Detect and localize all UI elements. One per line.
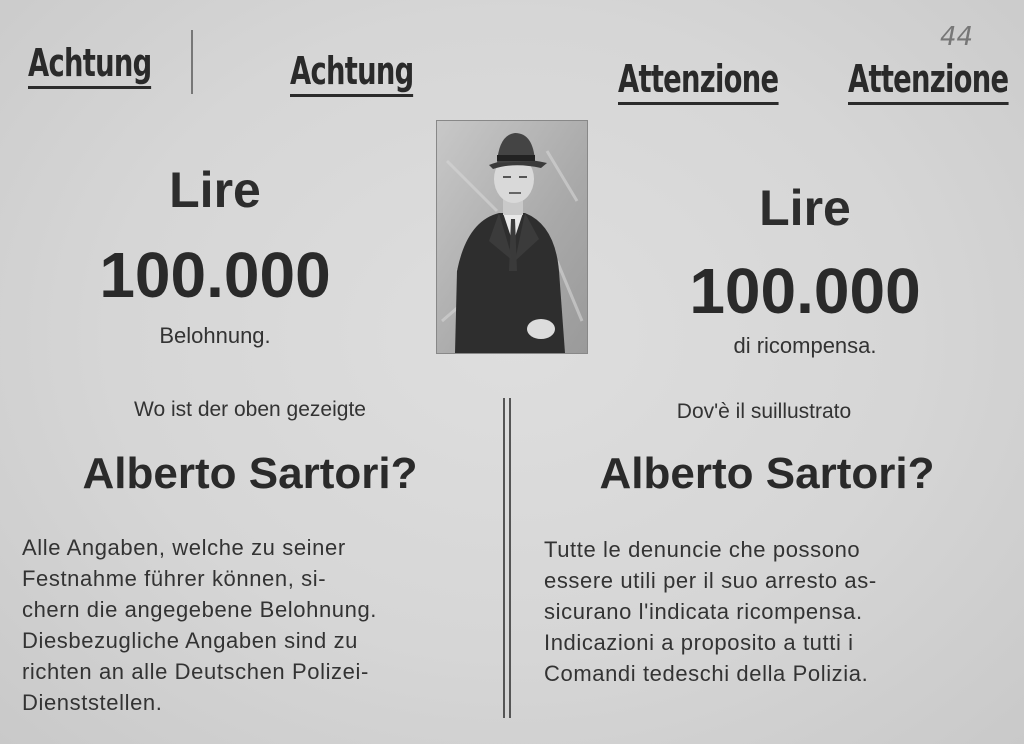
italian-currency: Lire bbox=[759, 180, 851, 236]
german-body-line: Diesbezugliche Angaben sind zu bbox=[22, 628, 359, 653]
header-attenzione-2: Attenzione bbox=[848, 56, 1008, 105]
german-name: Alberto Sartori? bbox=[82, 449, 418, 498]
german-body-line: Dienststellen. bbox=[22, 690, 163, 715]
suspect-photo bbox=[436, 120, 588, 354]
italian-amount: 100.000 bbox=[689, 255, 921, 327]
italian-body-line: Indicazioni a proposito a tutti i bbox=[544, 630, 854, 655]
portrait-image bbox=[437, 121, 587, 353]
german-body bbox=[22, 532, 474, 718]
italian-body-line: sicurano l'indicata ricompensa. bbox=[544, 599, 863, 624]
header-divider bbox=[191, 30, 193, 94]
german-reward-label: Belohnung. bbox=[159, 323, 271, 348]
header-achtung-2: Achtung bbox=[290, 48, 413, 97]
italian-body bbox=[544, 534, 996, 689]
italian-body-line: Tutte le denuncie che possono bbox=[544, 537, 861, 562]
german-amount: 100.000 bbox=[99, 239, 331, 311]
german-currency: Lire bbox=[169, 162, 261, 218]
header-achtung-1: Achtung bbox=[28, 40, 151, 89]
italian-reward-label: di ricompensa. bbox=[733, 333, 877, 358]
italian-body-line: Comandi tedeschi della Polizia. bbox=[544, 661, 869, 686]
italian-name: Alberto Sartori? bbox=[599, 449, 935, 498]
german-question: Wo ist der oben gezeigte bbox=[134, 398, 366, 421]
german-body-line: chern die angegebene Belohnung. bbox=[22, 597, 378, 622]
italian-body-line: essere utili per il suo arresto as- bbox=[544, 568, 877, 593]
italian-question: Dov'è il suillustrato bbox=[676, 400, 852, 423]
german-body-line: Alle Angaben, welche zu seiner bbox=[22, 535, 346, 560]
column-divider bbox=[503, 398, 511, 718]
german-body-line: Festnahme führer können, si- bbox=[22, 566, 327, 591]
german-body-line: richten an alle Deutschen Polizei- bbox=[22, 659, 369, 684]
header-attenzione-1: Attenzione bbox=[618, 56, 778, 105]
page-number: 44 bbox=[940, 22, 974, 52]
